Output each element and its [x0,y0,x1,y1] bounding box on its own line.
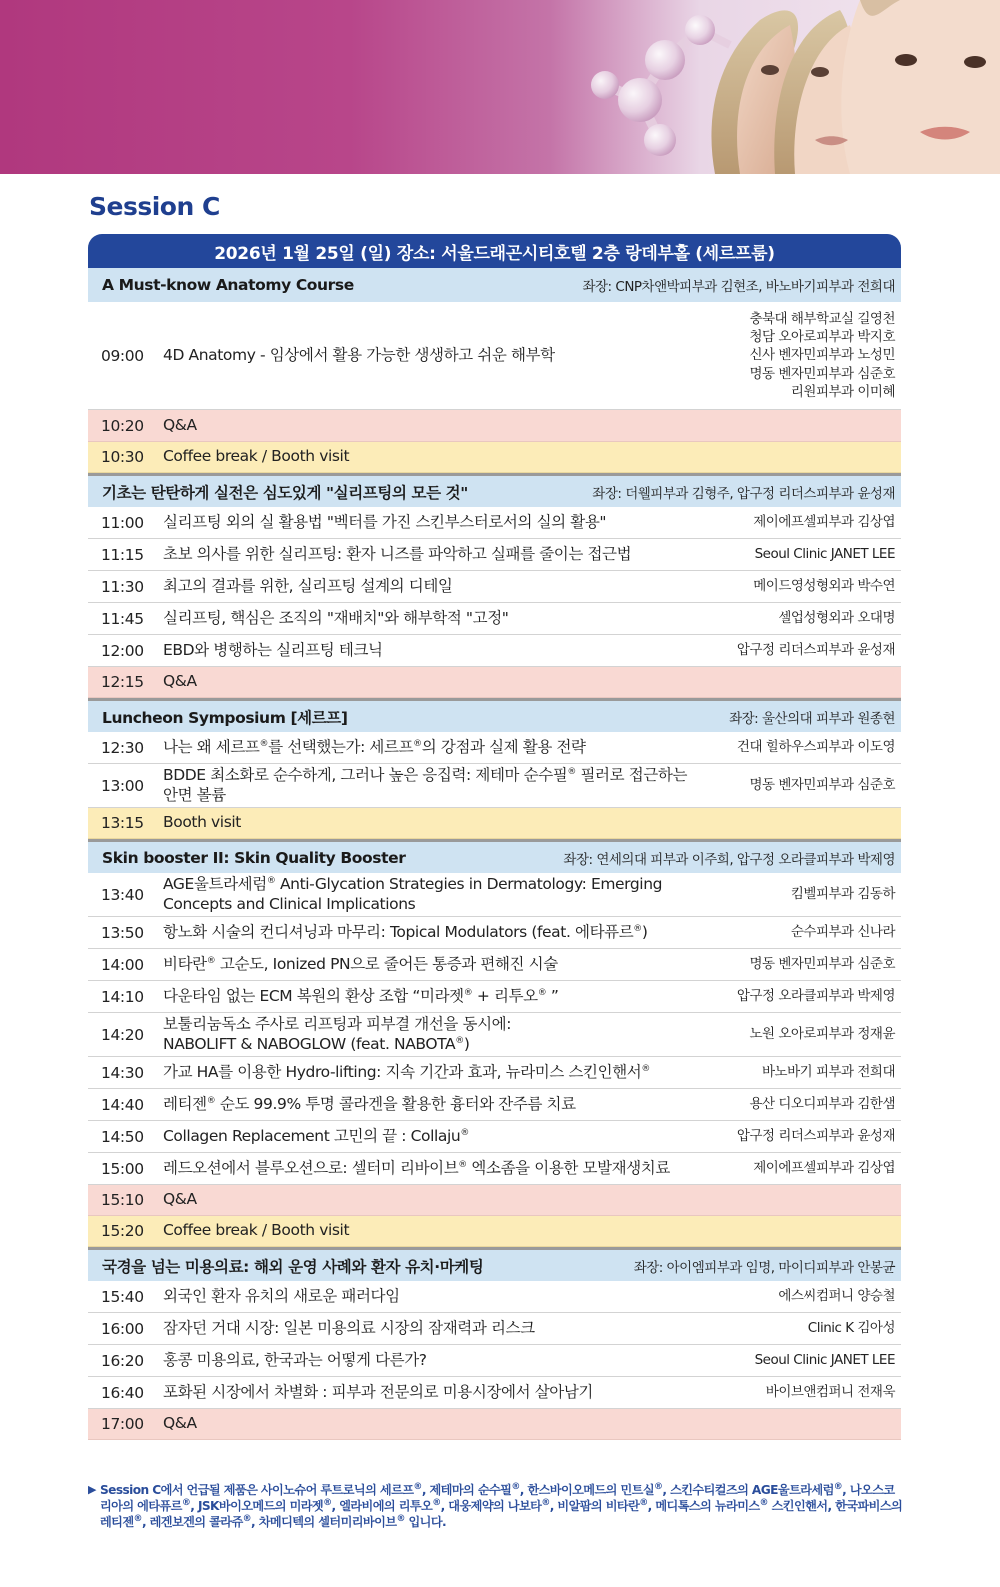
speaker: Seoul Clinic JANET LEE [754,1352,895,1369]
session-time: 16:40 [101,1383,144,1402]
session-time: 11:30 [101,577,144,596]
session-time: 13:00 [101,776,144,795]
talk-row [88,949,901,981]
qa-row [88,1409,901,1440]
speaker: 용산 디오디피부과 김한샘 [749,1096,895,1113]
speaker: 바이브앤컴퍼니 전재욱 [765,1384,895,1401]
talk-row [88,764,901,808]
speaker: 압구정 리더스피부과 윤성재 [736,642,895,659]
section-header [88,1247,901,1281]
talk-title: 포화된 시장에서 차별화 : 피부과 전문의로 미용시장에서 살아남기 [163,1382,593,1401]
speaker: 셀업성형외과 오대명 [778,610,895,627]
molecule-graphic [591,15,730,156]
talk-title: 비타란® 고순도, Ionized PN으로 줄어든 통증과 편해진 시술 [163,954,558,973]
speaker: 순수피부과 신나라 [790,924,895,941]
session-time: 14:50 [101,1127,144,1146]
date-venue-bar: 2026년 1월 25일 (일) 장소: 서울드래곤시티호텔 2층 랑데부홀 (세르프룸) [88,234,901,268]
talk-title: 최고의 결과를 위한, 실리프팅 설계의 디테일 [163,576,453,595]
footnote-text: Session C에서 언급될 제품은 사이노슈어 루트로닉의 세르프®, 제테마의 순수필®, 한스바이오메드의 민트실®, 스킨수티컬즈의 AGE울트라세럼®, 나오스코리아의 에타퓨르®, JSK바이오메드의 미라젯®, 엘라비에의 리투오®, 대웅제약의 나보타®, 비알팜의 비타란®, 메디톡스의 뉴라미스® 스킨인핸서, 한국파비스의 레티젠®, 레겐보겐의 콜라쥬®, 차메디텍의 셀터미리바이브® 입니다. [100,1481,903,1530]
speaker: 명동 벤자민피부과 심준호 [749,956,895,973]
qa-row [88,667,901,698]
talk-title: 다운타임 없는 ECM 복원의 환상 조합 “미라젯® + 리투오® ” [163,986,559,1005]
talk-title: Coffee break / Booth visit [163,447,350,466]
talk-title: 홍콩 미용의료, 한국과는 어떻게 다른가? [163,1350,427,1369]
talk-row [88,981,901,1013]
break-row [88,1216,901,1247]
section-chair: 좌장: 더웰피부과 김형주, 압구정 리더스피부과 윤성재 [592,485,895,502]
talk-row [88,917,901,949]
talk-row [88,1121,901,1153]
talk-title: 4D Anatomy - 임상에서 활용 가능한 생생하고 쉬운 해부학 [163,345,555,364]
speaker: 에스씨컴퍼니 양승철 [778,1288,895,1305]
session-time: 15:00 [101,1159,144,1178]
talk-row [88,603,901,635]
talk-title: 실리프팅 외의 실 활용법 "벡터를 가진 스킨부스터로서의 실의 활용" [163,512,607,531]
footnote [88,1482,903,1530]
talk-title: EBD와 병행하는 실리프팅 테크닉 [163,640,383,659]
talk-row [88,1281,901,1313]
speaker: 메이드영성형외과 박수연 [753,578,895,595]
speaker: 압구정 리더스피부과 윤성재 [736,1128,895,1145]
talk-title: Q&A [163,672,197,691]
section-header [88,268,901,302]
section-header [88,698,901,732]
talk-row [88,1013,901,1057]
talk-row [88,1345,901,1377]
session-time: 14:00 [101,955,144,974]
session-time: 14:10 [101,987,144,1006]
section-title: Skin booster II: Skin Quality Booster [102,848,406,867]
talk-title: 레드오션에서 블루오션으로: 셀터미 리바이브® 엑소좀을 이용한 모발재생치료 [163,1158,670,1177]
talk-title: Coffee break / Booth visit [163,1221,350,1240]
talk-title: 보툴리눔독소 주사로 리프팅과 피부결 개선을 동시에: NABOLIFT & NABOGLOW (feat. NABOTA®) [163,1015,512,1053]
session-time: 13:50 [101,923,144,942]
section-title: 기초는 탄탄하게 실전은 심도있게 "실리프팅의 모든 것" [102,483,468,502]
session-time: 11:15 [101,545,144,564]
speaker: 제이에프셀피부과 김상엽 [753,514,895,531]
talk-row [88,1089,901,1121]
talk-title: 가교 HA를 이용한 Hydro-lifting: 지속 기간과 효과, 뉴라미스 스킨인핸서® [163,1062,650,1081]
session-time: 10:30 [101,448,144,466]
session-time: 11:45 [101,609,144,628]
speaker: Clinic K 김아성 [807,1320,895,1337]
speaker: 바노바기 피부과 전희대 [762,1064,895,1081]
talk-title: 잠자던 거대 시장: 일본 미용의료 시장의 잠재력과 리스크 [163,1318,535,1337]
talk-title: 레티젠® 순도 99.9% 투명 콜라겐을 활용한 흉터와 잔주름 치료 [163,1094,576,1113]
session-time: 16:20 [101,1351,144,1370]
talk-row [88,507,901,539]
talk-title: 항노화 시술의 컨디셔닝과 마무리: Topical Modulators (feat. 에타퓨르®) [163,922,648,941]
session-time: 15:20 [101,1222,144,1240]
talk-title: Collagen Replacement 고민의 끝 : Collaju® [163,1126,469,1145]
speaker: 제이에프셀피부과 김상엽 [753,1160,895,1177]
talk-title: 실리프팅, 핵심은 조직의 "재배치"와 해부학적 "고정" [163,608,509,627]
section-chair: 좌장: 울산의대 피부과 원종현 [729,710,895,727]
section-chair: 좌장: 연세의대 피부과 이주희, 압구정 오라클피부과 박제영 [563,851,895,868]
talk-title: Q&A [163,415,197,434]
talk-title: Booth visit [163,813,241,832]
section-chair: 좌장: CNP차앤박피부과 김현조, 바노바기피부과 전희대 [582,279,895,295]
session-time: 14:40 [101,1095,144,1114]
talk-row [88,302,901,410]
speaker: 명동 벤자민피부과 심준호 [749,777,895,794]
faces-graphic [711,0,1000,174]
session-time: 15:40 [101,1287,144,1306]
talk-row [88,1377,901,1409]
section-header [88,473,901,507]
session-title: Session C [89,192,220,221]
qa-row [88,410,901,442]
speaker: 킴벨피부과 김동하 [790,886,895,903]
talk-title: 초보 의사를 위한 실리프팅: 환자 니즈를 파악하고 실패를 줄이는 접근법 [163,544,632,563]
talk-title: AGE울트라세럼® Anti-Glycation Strategies in Dermatology: Emerging Concepts and Clinical Implications [163,875,663,913]
section-header [88,839,901,873]
session-time: 14:20 [101,1025,144,1044]
section-title: 국경을 넘는 미용의료: 해외 운영 사례와 환자 유치·마케팅 [102,1257,484,1276]
header-banner [0,0,1000,174]
speaker: Seoul Clinic JANET LEE [754,546,895,563]
speaker: 건대 힐하우스피부과 이도영 [736,739,895,756]
talk-title: Q&A [163,1190,197,1209]
talk-title: Q&A [163,1414,197,1433]
section-title: A Must-know Anatomy Course [102,276,354,294]
session-time: 13:15 [101,814,144,832]
session-time: 09:00 [101,346,144,365]
break-row [88,808,901,839]
talk-title: 외국인 환자 유치의 새로운 패러다임 [163,1286,400,1305]
talk-row [88,571,901,603]
session-time: 12:30 [101,738,144,757]
speaker: 압구정 오라클피부과 박제영 [736,988,895,1005]
break-row [88,442,901,473]
session-time: 15:10 [101,1191,144,1209]
banner-artwork [0,0,1000,174]
talk-row [88,1153,901,1185]
talk-title: 나는 왜 세르프®를 선택했는가: 세르프®의 강점과 실제 활용 전략 [163,737,586,756]
triangle-bullet-icon: ▶ [88,1483,96,1496]
talk-title: BDDE 최소화로 순수하게, 그러나 높은 응집력: 제테마 순수필® 필러로 접근하는 안면 볼륨 [163,766,688,804]
session-time: 17:00 [101,1415,144,1433]
talk-row [88,873,901,917]
session-time: 16:00 [101,1319,144,1338]
qa-row [88,1185,901,1216]
talk-row [88,1057,901,1089]
session-time: 10:20 [101,416,144,435]
section-chair: 좌장: 아이엠피부과 임명, 마이디피부과 안봉균 [633,1259,895,1276]
talk-row [88,539,901,571]
talk-row [88,635,901,667]
section-title: Luncheon Symposium [세르프] [102,708,348,727]
session-time: 12:00 [101,641,144,660]
talk-row [88,732,901,764]
talk-row [88,1313,901,1345]
session-time: 13:40 [101,885,144,904]
schedule-table [88,268,901,1440]
speaker: 충북대 해부학교실 길영천 청담 오아로피부과 박지호 신사 벤자민피부과 노성민 명동 벤자민피부과 심준호 리원피부과 이미혜 [749,310,895,400]
session-time: 11:00 [101,513,144,532]
speaker: 노원 오아로피부과 정재윤 [749,1026,895,1043]
session-time: 14:30 [101,1063,144,1082]
session-time: 12:15 [101,673,144,691]
